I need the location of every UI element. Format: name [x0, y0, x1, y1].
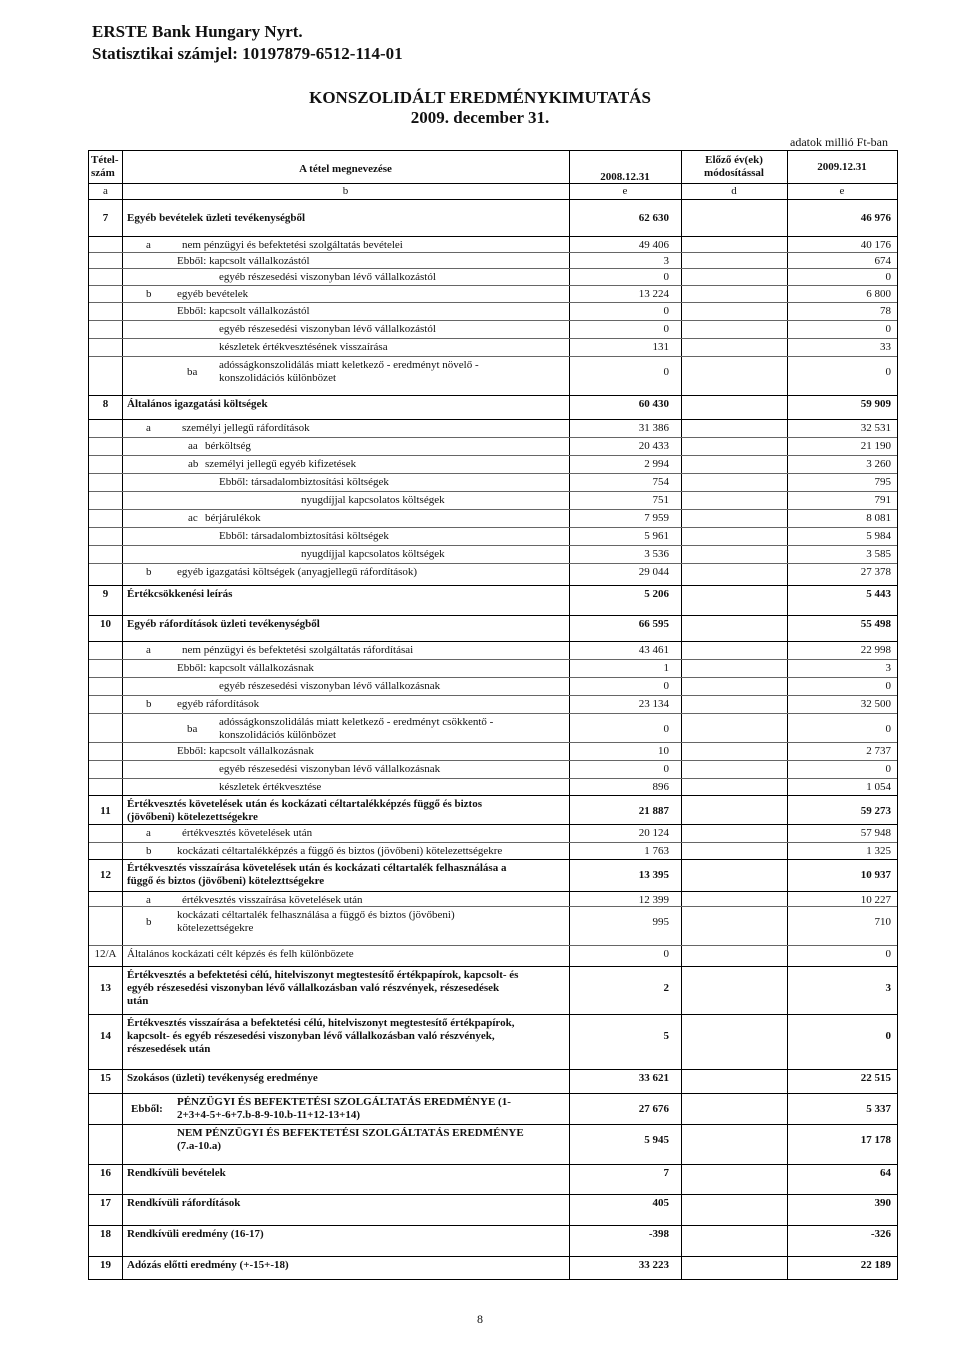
value-2009: 674 [874, 255, 891, 267]
row-subletter: aa [188, 440, 198, 452]
row-label: NEM PÉNZÜGYI ÉS BEFEKTETÉSI SZOLGÁLTATÁS EREDMÉNYE (7.a-10.a) [177, 1127, 524, 1152]
row-label: Adózás előtti eredmény (+-15+-18) [127, 1259, 289, 1271]
value-2008: 1 763 [644, 845, 669, 857]
value-2009: 59 273 [860, 804, 891, 817]
value-2008: 3 [663, 255, 669, 267]
value-2009: 5 443 [866, 588, 891, 600]
value-2009: 6 800 [866, 288, 891, 300]
value-2009: 791 [874, 494, 891, 506]
row-label: Ebből: kapcsolt vállalkozásnak [177, 662, 314, 674]
value-2009: 22 189 [860, 1259, 891, 1271]
value-2008: 13 395 [638, 868, 669, 881]
col-letter-d: d [731, 185, 737, 197]
value-2008: 66 595 [638, 618, 669, 630]
row-label: készletek értékvesztésének visszaírása [219, 341, 388, 353]
col-header-name: A tétel megnevezése [299, 163, 392, 175]
row-label: Szokásos (üzleti) tevékenység eredménye [127, 1072, 318, 1084]
col-letter-c: e [622, 185, 628, 197]
value-2008: 2 994 [644, 458, 669, 470]
row-letter: a [146, 422, 151, 434]
value-2009: 3 [885, 982, 891, 994]
col-letter-b: b [342, 185, 349, 197]
value-2009: 21 190 [860, 440, 891, 452]
report-date: 2009. december 31. [410, 108, 550, 127]
row-label: bérköltség [205, 440, 251, 452]
row-number: 18 [100, 1228, 111, 1240]
row-label: Ebből: társadalombiztosítási költségek [219, 476, 389, 488]
value-2008: 49 406 [638, 239, 669, 251]
value-2009: 46 976 [860, 212, 891, 224]
row-number: 12 [100, 868, 111, 881]
row-label: egyéb részesedési viszonyban lévő vállalkozásnak [219, 680, 441, 692]
row-label: nem pénzügyi és befektetési szolgáltatás bevételei [182, 239, 403, 251]
value-2008: 43 461 [638, 644, 669, 656]
row-label: Egyéb ráfordítások üzleti tevékenységből [127, 618, 320, 630]
value-2009: 5 337 [866, 1102, 891, 1115]
col-header-tetel: Tétel- szám [91, 154, 119, 179]
value-2009: 33 [880, 341, 891, 353]
row-number: 10 [100, 618, 111, 630]
value-2008: 5 961 [644, 530, 669, 542]
value-2009: 32 500 [860, 698, 891, 710]
value-2009: 5 984 [866, 530, 891, 542]
row-label: egyéb részesedési viszonyban lévő vállalkozástól [219, 271, 436, 283]
value-2008: 0 [663, 365, 669, 378]
row-number: 8 [102, 398, 109, 410]
value-2008: 131 [652, 341, 669, 353]
row-label: Rendkívüli bevételek [127, 1167, 226, 1179]
row-letter: a [146, 239, 151, 251]
value-2009: 0 [885, 1030, 891, 1042]
row-label: személyi jellegű egyéb kifizetések [205, 458, 357, 470]
value-2009: 40 176 [860, 239, 891, 251]
value-2008: 0 [663, 271, 669, 283]
row-subletter: ac [188, 512, 198, 524]
value-2008: 60 430 [638, 398, 669, 410]
row-label: egyéb részesedési viszonyban lévő vállalkozásnak [219, 763, 441, 775]
value-2008: 10 [658, 745, 669, 757]
unit-note: adatok millió Ft-ban [790, 135, 888, 149]
value-2008: 0 [663, 763, 669, 775]
value-2009: 10 937 [860, 868, 891, 881]
company-name: ERSTE Bank Hungary Nyrt. [92, 22, 303, 41]
row-label: Rendkívüli eredmény (16-17) [127, 1228, 264, 1240]
value-2008: 20 124 [638, 827, 669, 839]
value-2009: 3 [885, 662, 891, 674]
col-letter-e: e [839, 185, 845, 197]
row-label: Ebből: kapcsolt vállalkozástól [177, 305, 310, 317]
row-letter: a [146, 894, 151, 906]
value-2009: 59 909 [860, 398, 891, 410]
row-letter: a [146, 827, 151, 839]
value-2008: 896 [652, 781, 669, 793]
value-2008: 21 887 [638, 804, 669, 817]
row-label: PÉNZÜGYI ÉS BEFEKTETÉSI SZOLGÁLTATÁS EREDMÉNYE (1- 2+3+4-5+-6+7.b-8-9-10.b-11+12-13+14) [177, 1096, 511, 1121]
row-number: 17 [100, 1197, 111, 1209]
value-2009: -326 [870, 1228, 891, 1240]
col-header-2008: 2008.12.31 [600, 171, 650, 183]
value-2008: 31 386 [638, 422, 669, 434]
row-label: értékvesztés visszaírása követelések után [182, 894, 363, 906]
row-number: 19 [100, 1259, 111, 1271]
row-label: Ebből: kapcsolt vállalkozásnak [177, 745, 314, 757]
value-2008: 0 [663, 948, 669, 960]
value-2009: 0 [885, 365, 891, 378]
row-label: Ebből: kapcsolt vállalkozástól [177, 255, 310, 267]
value-2009: 1 054 [866, 781, 891, 793]
value-2009: 710 [874, 915, 891, 928]
value-2008: 13 224 [638, 288, 669, 300]
value-2008: 7 [663, 1167, 669, 1179]
row-letter: a [146, 644, 151, 656]
row-label: Általános igazgatási költségek [127, 398, 268, 410]
row-letter: b [146, 698, 152, 710]
value-2008: 0 [663, 722, 669, 735]
row-label: kockázati céltartalék felhasználása a függő és biztos (jövőbeni) kötelezettségekre [177, 909, 455, 934]
value-2009: 3 585 [866, 548, 891, 560]
value-2009: 57 948 [860, 827, 891, 839]
row-label: készletek értékvesztése [219, 781, 322, 793]
col-header-2009: 2009.12.31 [817, 161, 867, 173]
row-label: értékvesztés követelések után [182, 827, 313, 839]
col-letter-a: a [103, 185, 108, 197]
row-label: egyéb részesedési viszonyban lévő vállalkozástól [219, 323, 436, 335]
value-2008: 995 [652, 915, 669, 928]
value-2009: 55 498 [860, 618, 891, 630]
row-label: kockázati céltartalékképzés a függő és biztos (jövőbeni) kötelezettségekre [177, 845, 503, 857]
value-2009: 17 178 [860, 1133, 891, 1146]
income-statement-table [88, 150, 898, 1280]
row-label: Általános kockázati célt képzés és felh különbözete [127, 948, 354, 960]
value-2008: 29 044 [638, 566, 669, 578]
value-2008: 27 676 [638, 1102, 669, 1115]
row-number: 13 [100, 982, 111, 994]
value-2008: 0 [663, 323, 669, 335]
row-letter: Ebből: [131, 1102, 163, 1115]
value-2009: 22 515 [860, 1072, 891, 1084]
value-2009: 0 [885, 763, 891, 775]
row-subletter: ba [187, 722, 198, 735]
value-2008: 0 [663, 680, 669, 692]
row-label: Rendkívüli ráfordítások [127, 1197, 241, 1209]
row-letter: b [146, 288, 152, 300]
row-label: nyugdíjjal kapcsolatos költségek [301, 494, 445, 506]
row-label: adósságkonszolidálás miatt keletkező - eredményt növelő - konszolidációs különbözet [219, 359, 479, 384]
row-label: Értékvesztés visszaírása a befektetési célú, hitelviszonyt megtestesítő értékpapírok, kapcsolt- és egyéb részesedési viszonyban lévő vállalkozásban való részvények, részesedések után [127, 1017, 515, 1055]
row-subletter: ba [187, 365, 198, 378]
row-label: bérjárulékok [205, 512, 261, 524]
value-2008: 23 134 [638, 698, 669, 710]
value-2009: 390 [874, 1197, 891, 1209]
row-subletter: ab [188, 458, 199, 470]
row-number: 12/A [94, 948, 117, 960]
row-label: Értékvesztés visszaírása követelések után és kockázati céltartalék felhasználása a függő és biztos (jövőbeni) kötelezttségekre [127, 862, 507, 887]
row-label: egyéb igazgatási költségek (anyagjellegű ráfordítások) [177, 566, 418, 578]
value-2008: 2 [663, 982, 669, 994]
value-2008: 0 [663, 305, 669, 317]
row-number: 16 [100, 1167, 111, 1179]
value-2009: 795 [874, 476, 891, 488]
value-2008: 5 [663, 1030, 669, 1042]
value-2009: 32 531 [860, 422, 891, 434]
value-2009: 0 [885, 722, 891, 735]
value-2009: 10 227 [860, 894, 891, 906]
page-number: 8 [477, 1312, 483, 1326]
row-label: egyéb bevételek [177, 288, 249, 300]
row-label: Értékvesztés követelések után és kockázati céltartalékképzés függő és biztos (jövőbeni) kötelezettségekre [127, 798, 482, 823]
value-2008: 5 206 [644, 588, 669, 600]
report-title: KONSZOLIDÁLT EREDMÉNYKIMUTATÁS [309, 88, 651, 107]
value-2009: 22 998 [860, 644, 891, 656]
value-2009: 0 [885, 680, 891, 692]
row-number: 11 [100, 804, 111, 817]
row-label: Értékcsökkenési leírás [127, 588, 233, 600]
row-number: 9 [102, 588, 109, 600]
value-2008: 5 945 [644, 1133, 669, 1146]
value-2009: 0 [885, 271, 891, 283]
row-label: Értékvesztés a befektetési célú, hitelviszonyt megtestesítő értékpapírok, kapcsolt- és egyéb részesedési viszonyban lévő vállalkozásban való részvények, részesedések után [127, 969, 519, 1007]
value-2009: 0 [885, 323, 891, 335]
value-2009: 78 [880, 305, 891, 317]
col-header-prev: Előző év(ek) módosítással [704, 154, 764, 179]
row-number: 14 [100, 1030, 111, 1042]
row-letter: b [146, 845, 152, 857]
row-letter: b [146, 915, 152, 928]
value-2008: 20 433 [638, 440, 669, 452]
value-2008: 3 536 [644, 548, 669, 560]
row-label: nem pénzügyi és befektetési szolgáltatás ráfordításai [182, 644, 414, 656]
row-label: egyéb ráfordítások [177, 698, 260, 710]
row-label: nyugdíjjal kapcsolatos költségek [301, 548, 445, 560]
value-2008: 754 [652, 476, 669, 488]
value-2008: -398 [648, 1228, 669, 1240]
value-2008: 751 [652, 494, 669, 506]
value-2008: 33 621 [638, 1072, 669, 1084]
row-label: személyi jellegű ráfordítások [182, 422, 310, 434]
value-2008: 12 399 [638, 894, 669, 906]
value-2008: 62 630 [638, 212, 669, 224]
value-2008: 405 [652, 1197, 669, 1209]
statistical-id: Statisztikai számjel: 10197879-6512-114-01 [92, 44, 403, 63]
row-label: adósságkonszolidálás miatt keletkező - eredményt csökkentő - konszolidációs különbözet [219, 716, 494, 741]
row-letter: b [146, 566, 152, 578]
value-2009: 64 [880, 1167, 891, 1179]
value-2009: 1 325 [866, 845, 891, 857]
value-2008: 7 959 [644, 512, 669, 524]
row-label: Egyéb bevételek üzleti tevékenységből [127, 212, 306, 224]
value-2009: 0 [885, 948, 891, 960]
value-2009: 3 260 [866, 458, 891, 470]
row-number: 7 [102, 212, 109, 224]
value-2009: 27 378 [860, 566, 891, 578]
value-2009: 2 737 [866, 745, 891, 757]
row-number: 15 [100, 1072, 111, 1084]
row-label: Ebből: társadalombiztosítási költségek [219, 530, 389, 542]
value-2009: 8 081 [866, 512, 891, 524]
value-2008: 1 [663, 662, 669, 674]
value-2008: 33 223 [638, 1259, 669, 1271]
